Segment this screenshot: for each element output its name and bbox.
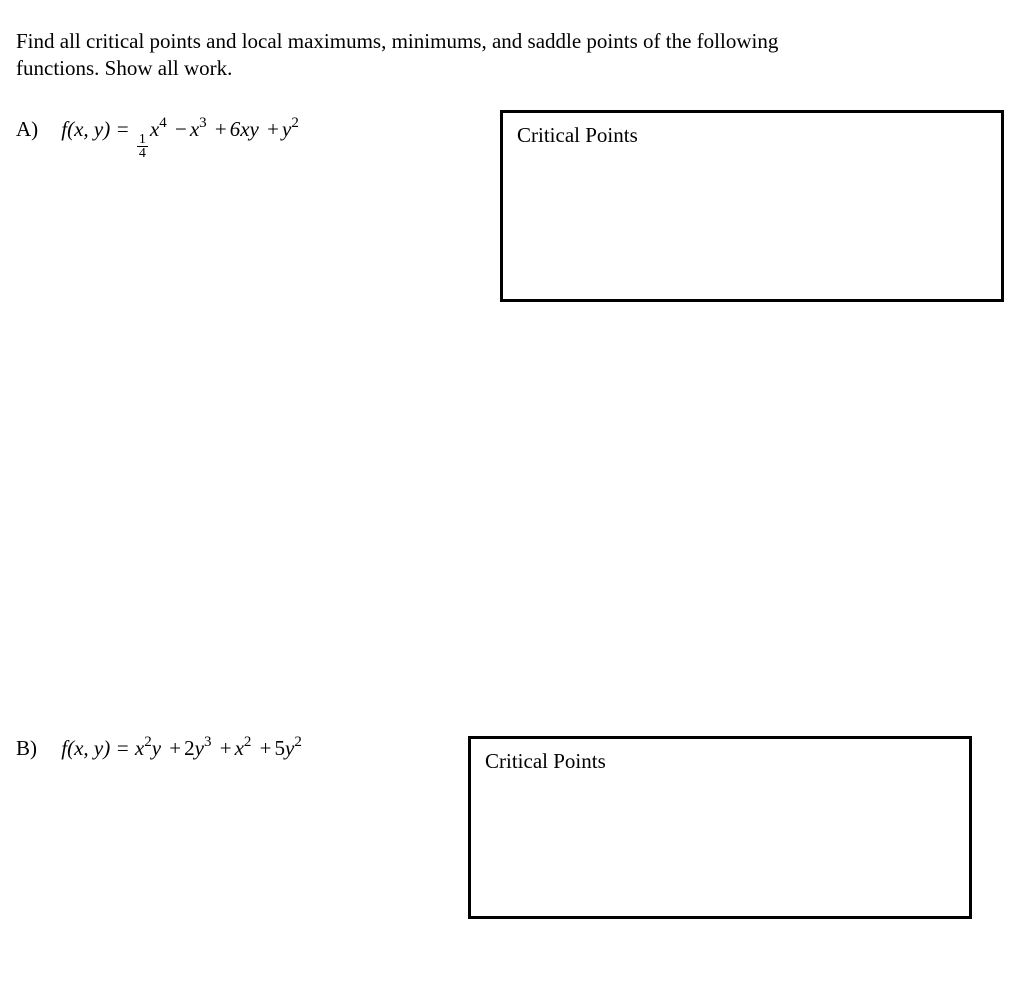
- problem-a-op1: −: [174, 117, 187, 141]
- problem-b-term3-exp: 2: [243, 734, 252, 750]
- problem-a-op3: +: [267, 117, 279, 141]
- critical-points-answer-area-a[interactable]: [513, 155, 991, 289]
- problem-a-fraction: [137, 133, 148, 160]
- problem-b-term4-coef: 5: [274, 736, 285, 760]
- problem-b: [16, 736, 302, 761]
- problem-b-term2-coef: 2: [184, 736, 195, 760]
- problem-a: [16, 117, 299, 160]
- problem-b-term1-tail: y: [151, 736, 162, 760]
- problem-a-function: [61, 117, 299, 160]
- problem-b-function: [61, 736, 302, 761]
- problem-a-op2: +: [214, 117, 227, 141]
- problem-b-term4-exp: 2: [294, 734, 302, 750]
- problem-b-term4-base: y: [284, 736, 295, 760]
- instructions-line-2: functions. Show all work.: [16, 56, 233, 80]
- problem-b-op3: +: [259, 736, 272, 760]
- problem-a-term2-base: x: [189, 117, 200, 141]
- instructions: [16, 28, 916, 82]
- problem-b-term2-exp: 3: [203, 734, 212, 750]
- problem-b-op2: +: [219, 736, 232, 760]
- problem-a-term1-exp: 4: [159, 115, 167, 131]
- critical-points-box-a: [500, 110, 1004, 302]
- problem-a-lhs: f(x, y) =: [61, 117, 130, 141]
- problem-a-label: A): [16, 117, 39, 141]
- critical-points-answer-area-b[interactable]: [481, 781, 959, 906]
- problem-b-op1: +: [169, 736, 182, 760]
- instructions-line-1: Find all critical points and local maximums, minimums, and saddle points of the following: [16, 29, 779, 53]
- problem-a-term3: 6xy: [229, 117, 259, 141]
- problem-a-term4-base: y: [281, 117, 292, 141]
- critical-points-box-b: [468, 736, 972, 919]
- problem-b-term3-base: x: [234, 736, 244, 760]
- critical-points-label-a: Critical Points: [517, 123, 638, 147]
- problem-a-frac-denominator: 4: [138, 146, 146, 161]
- problem-b-lhs: f(x, y) =: [61, 736, 130, 760]
- problem-a-term1-base: x: [149, 117, 160, 141]
- problem-b-term1-exp: 2: [144, 734, 152, 750]
- problem-b-term1-base: x: [134, 736, 145, 760]
- problem-b-term2-base: y: [194, 736, 204, 760]
- problem-b-label: B): [16, 736, 37, 760]
- problem-a-frac-numerator: 1: [138, 132, 146, 147]
- problem-a-term4-exp: 2: [291, 115, 299, 131]
- critical-points-label-b: Critical Points: [485, 749, 606, 773]
- problem-a-term2-exp: 3: [199, 115, 207, 131]
